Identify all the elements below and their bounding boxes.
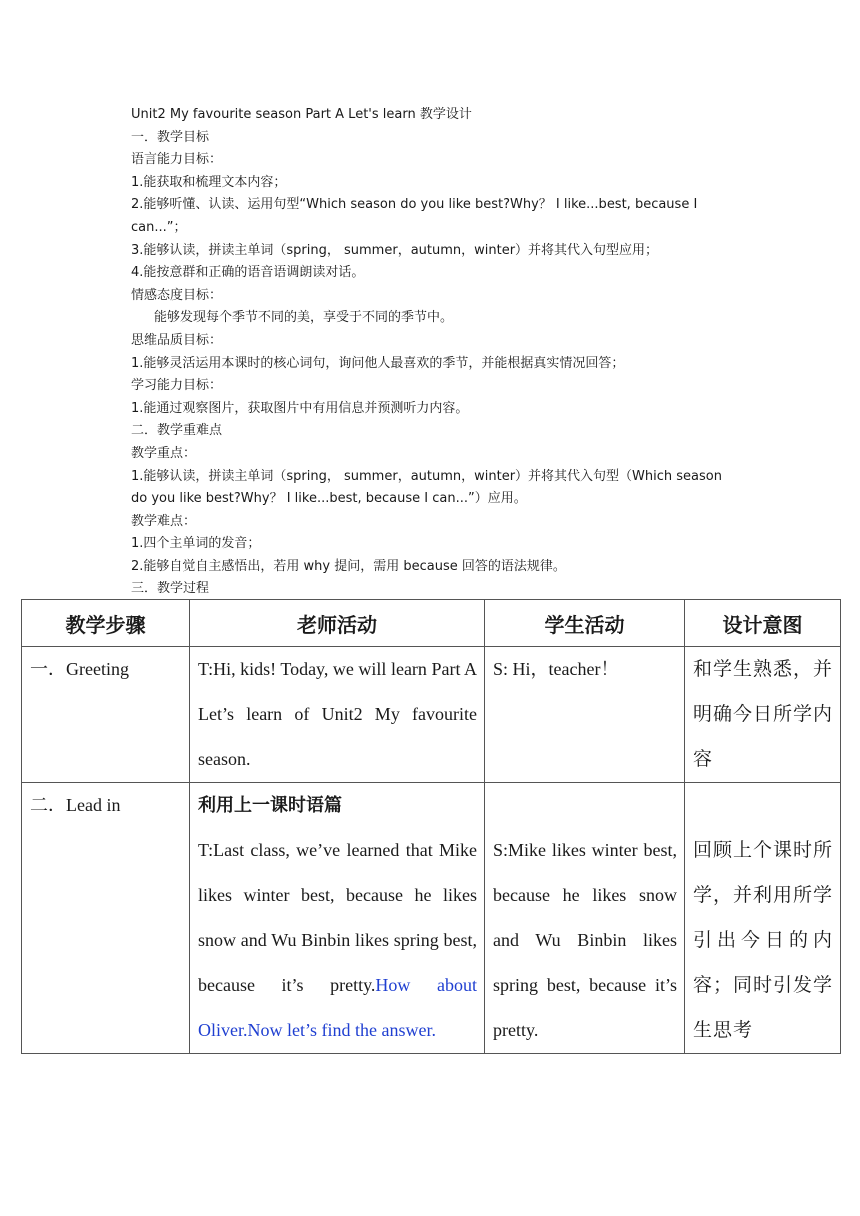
header-step: 教学步骤 [22, 600, 190, 647]
goal-line: 3.能够认读，拼读主单词（spring， summer，autumn，winter）并将其代入句型应用； [131, 242, 659, 258]
teacher-activity-heading: 利用上一课时语篇 [198, 795, 342, 816]
design-intent: 回顾上个课时所学，并利用所学引出今日的内容；同时引发学生思考 [693, 839, 834, 1041]
table-row [22, 647, 841, 783]
header-design-intent: 设计意图 [685, 600, 841, 647]
teaching-process-table [21, 599, 841, 1054]
goal-line: 1.能够灵活运用本课时的核心词句，询问他人最喜欢的季节，并能根据真实情况回答； [131, 355, 625, 371]
student-activity: S: Hi，teacher！ [493, 659, 619, 679]
step-greeting: 一．Greeting [30, 659, 129, 679]
step-lead-in: 二．Lead in [30, 795, 121, 815]
key-point-line: 1.能够认读，拼读主单词（spring， summer，autumn，winter）并将其代入句型（Which season [131, 468, 722, 484]
subheading: 思维品质目标： [131, 332, 223, 348]
subheading: 语言能力目标： [131, 152, 223, 168]
header-student-activity: 学生活动 [485, 600, 685, 647]
goal-line: 1.能获取和梳理文本内容； [131, 174, 287, 190]
section-heading: 二．教学重难点 [131, 423, 223, 439]
design-intent: 和学生熟悉，并明确今日所学内容 [693, 658, 834, 770]
difficulty-line: 2.能够自觉自主感悟出，若用 why 提问，需用 because 回答的语法规律。 [131, 558, 566, 574]
subheading: 教学难点： [131, 513, 197, 529]
subheading: 学习能力目标： [131, 378, 223, 394]
goal-line: 4.能按意群和正确的语音语调朗读对话。 [131, 265, 365, 281]
teacher-activity [190, 783, 484, 1053]
table-header-row [22, 600, 841, 647]
lesson-plan-intro [131, 104, 741, 601]
table-row [22, 783, 841, 1054]
teacher-activity-highlight: How about Oliver.Now let’s find the answer. [198, 975, 477, 1040]
teacher-activity-text: T:Last class, we’ve learned that Mike likes winter best, because he likes snow and Wu Binbin likes spring best, because it’s pretty. [198, 840, 477, 995]
section-heading: 三．教学过程 [131, 581, 210, 597]
goal-line: 能够发现每个季节不同的美，享受于不同的季节中。 [154, 310, 454, 326]
doc-title: Unit2 My favourite season Part A Let's learn 教学设计 [131, 107, 472, 122]
goal-line: 1.能通过观察图片，获取图片中有用信息并预测听力内容。 [131, 400, 469, 416]
subheading: 情感态度目标： [131, 287, 223, 303]
goal-line: can...”； [131, 219, 187, 235]
difficulty-line: 1.四个主单词的发音； [131, 536, 261, 552]
student-activity: S:Mike likes winter best, because he likes snow and Wu Binbin likes spring best, because it’s pretty. [493, 840, 677, 1040]
key-point-line: do you like best?Why？ I like...best, because I can...”）应用。 [131, 491, 527, 507]
section-heading: 一．教学目标 [131, 129, 210, 145]
header-teacher-activity: 老师活动 [190, 600, 485, 647]
goal-line: 2.能够听懂、认读、运用句型“Which season do you like best?Why？ I like...best, because I [131, 197, 698, 213]
subheading: 教学重点： [131, 445, 197, 461]
teacher-activity: T:Hi, kids! Today, we will learn Part A Let’s learn of Unit2 My favourite season. [198, 659, 477, 769]
